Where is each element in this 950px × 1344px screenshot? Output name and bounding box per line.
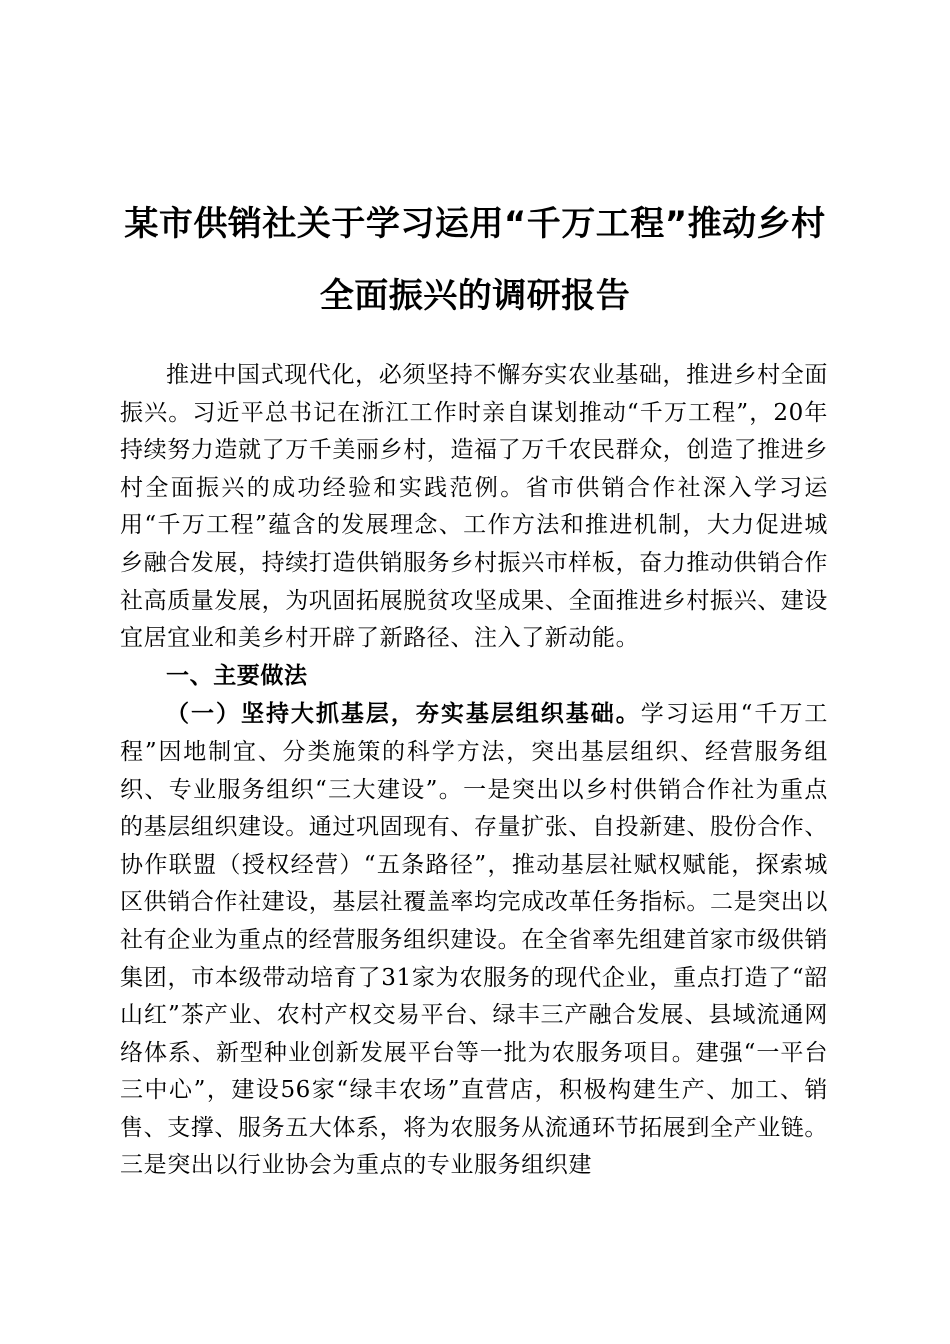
section-heading: 一、主要做法 bbox=[166, 662, 308, 689]
item-paragraph bbox=[120, 695, 828, 1185]
document-body bbox=[120, 357, 828, 1185]
document-title: 某市供销社关于学习运用“千万工程”推动乡村全面振兴的调研报告 bbox=[124, 204, 826, 316]
intro-paragraph: 推进中国式现代化，必须坚持不懈夯实农业基础，推进乡村全面振兴。习近平总书记在浙江工作时亲自谋划推动“千万工程”，20年持续努力造就了万千美丽乡村，造福了万千农民群众，创造了推进乡村全面振兴的成功经验和实践范例。省市供销合作社深入学习运用“千万工程”蕴含的发展理念、工作方法和推进机制，大力促进城乡融合发展，持续打造供销服务乡村振兴市样板，奋力推动供销合作社高质量发展，为巩固拓展脱贫攻坚成果、全面推进乡村振兴、建设宜居宜业和美乡村开辟了新路径、注入了新动能。 bbox=[120, 362, 828, 652]
item-lead: （一）坚持大抓基层，夯实基层组织基础。 bbox=[166, 700, 641, 728]
item-text: 学习运用“千万工程”因地制宜、分类施策的科学方法，突出基层组织、经营服务组织、专业服务组织“三大建设”。一是突出以乡村供销合作社为重点的基层组织建设。通过巩固现有、存量扩张、自投新建、股份合作、协作联盟（授权经营）“五条路径”，推动基层社赋权赋能，探索城区供销合作社建设，基层社覆盖率均完成改革任务指标。二是突出以社有企业为重点的经营服务组织建设。在全省率先组建首家市级供销集团，市本级带动培育了31家为农服务的现代企业，重点打造了“韶山红”茶产业、农村产权交易平台、绿丰三产融合发展、县域流通网络体系、新型种业创新发展平台等一批为农服务项目。建强“一平台三中心”，建设56家“绿丰农场”直营店，积极构建生产、加工、销售、支撑、服务五大体系，将为农服务从流通环节拓展到全产业链。三是突出以行业协会为重点的专业服务组织建 bbox=[120, 701, 828, 1179]
